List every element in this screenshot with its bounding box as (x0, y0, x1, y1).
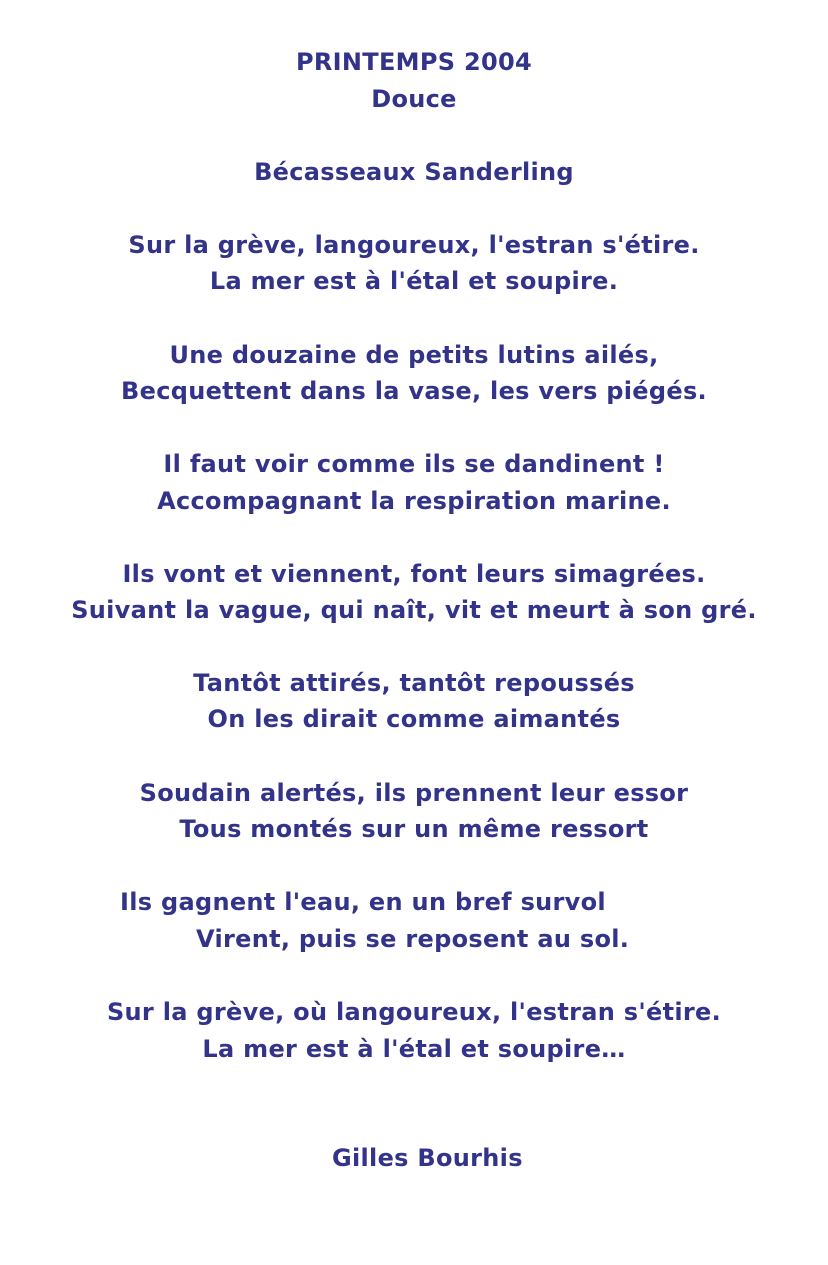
poem-line: Ils gagnent l'eau, en un bref survol (120, 888, 606, 916)
poem-line: Virent, puis se reposent au sol. (196, 925, 630, 953)
poem-line: Suivant la vague, qui naît, vit et meurt à son gré. (71, 596, 757, 624)
poem-line: Sur la grève, langoureux, l'estran s'étire. (128, 231, 700, 259)
poem-line: La mer est à l'étal et soupire… (202, 1035, 626, 1063)
poem-subtitle: Douce (371, 85, 457, 113)
poem-line: Une douzaine de petits lutins ailés, (169, 341, 659, 369)
poem-line: Tantôt attirés, tantôt repoussés (193, 669, 635, 697)
poem-line: Soudain alertés, ils prennent leur essor (139, 779, 689, 807)
poem-line: Il faut voir comme ils se dandinent ! (163, 450, 665, 478)
poem-line: Accompagnant la respiration marine. (157, 487, 671, 515)
poem-line: Ils vont et viennent, font leurs simagrées. (122, 560, 706, 588)
poem-title: Bécasseaux Sanderling (254, 158, 574, 186)
poem-line: Sur la grève, où langoureux, l'estran s'étire. (106, 998, 722, 1026)
season-heading: PRINTEMPS 2004 (296, 48, 532, 76)
poem-line: Becquettent dans la vase, les vers piégés. (121, 377, 707, 405)
poem-line: La mer est à l'étal et soupire. (209, 267, 619, 295)
poem-line: On les dirait comme aimantés (207, 705, 621, 733)
author-signature: Gilles Bourhis (332, 1144, 523, 1172)
poem-line: Tous montés sur un même ressort (179, 815, 649, 843)
